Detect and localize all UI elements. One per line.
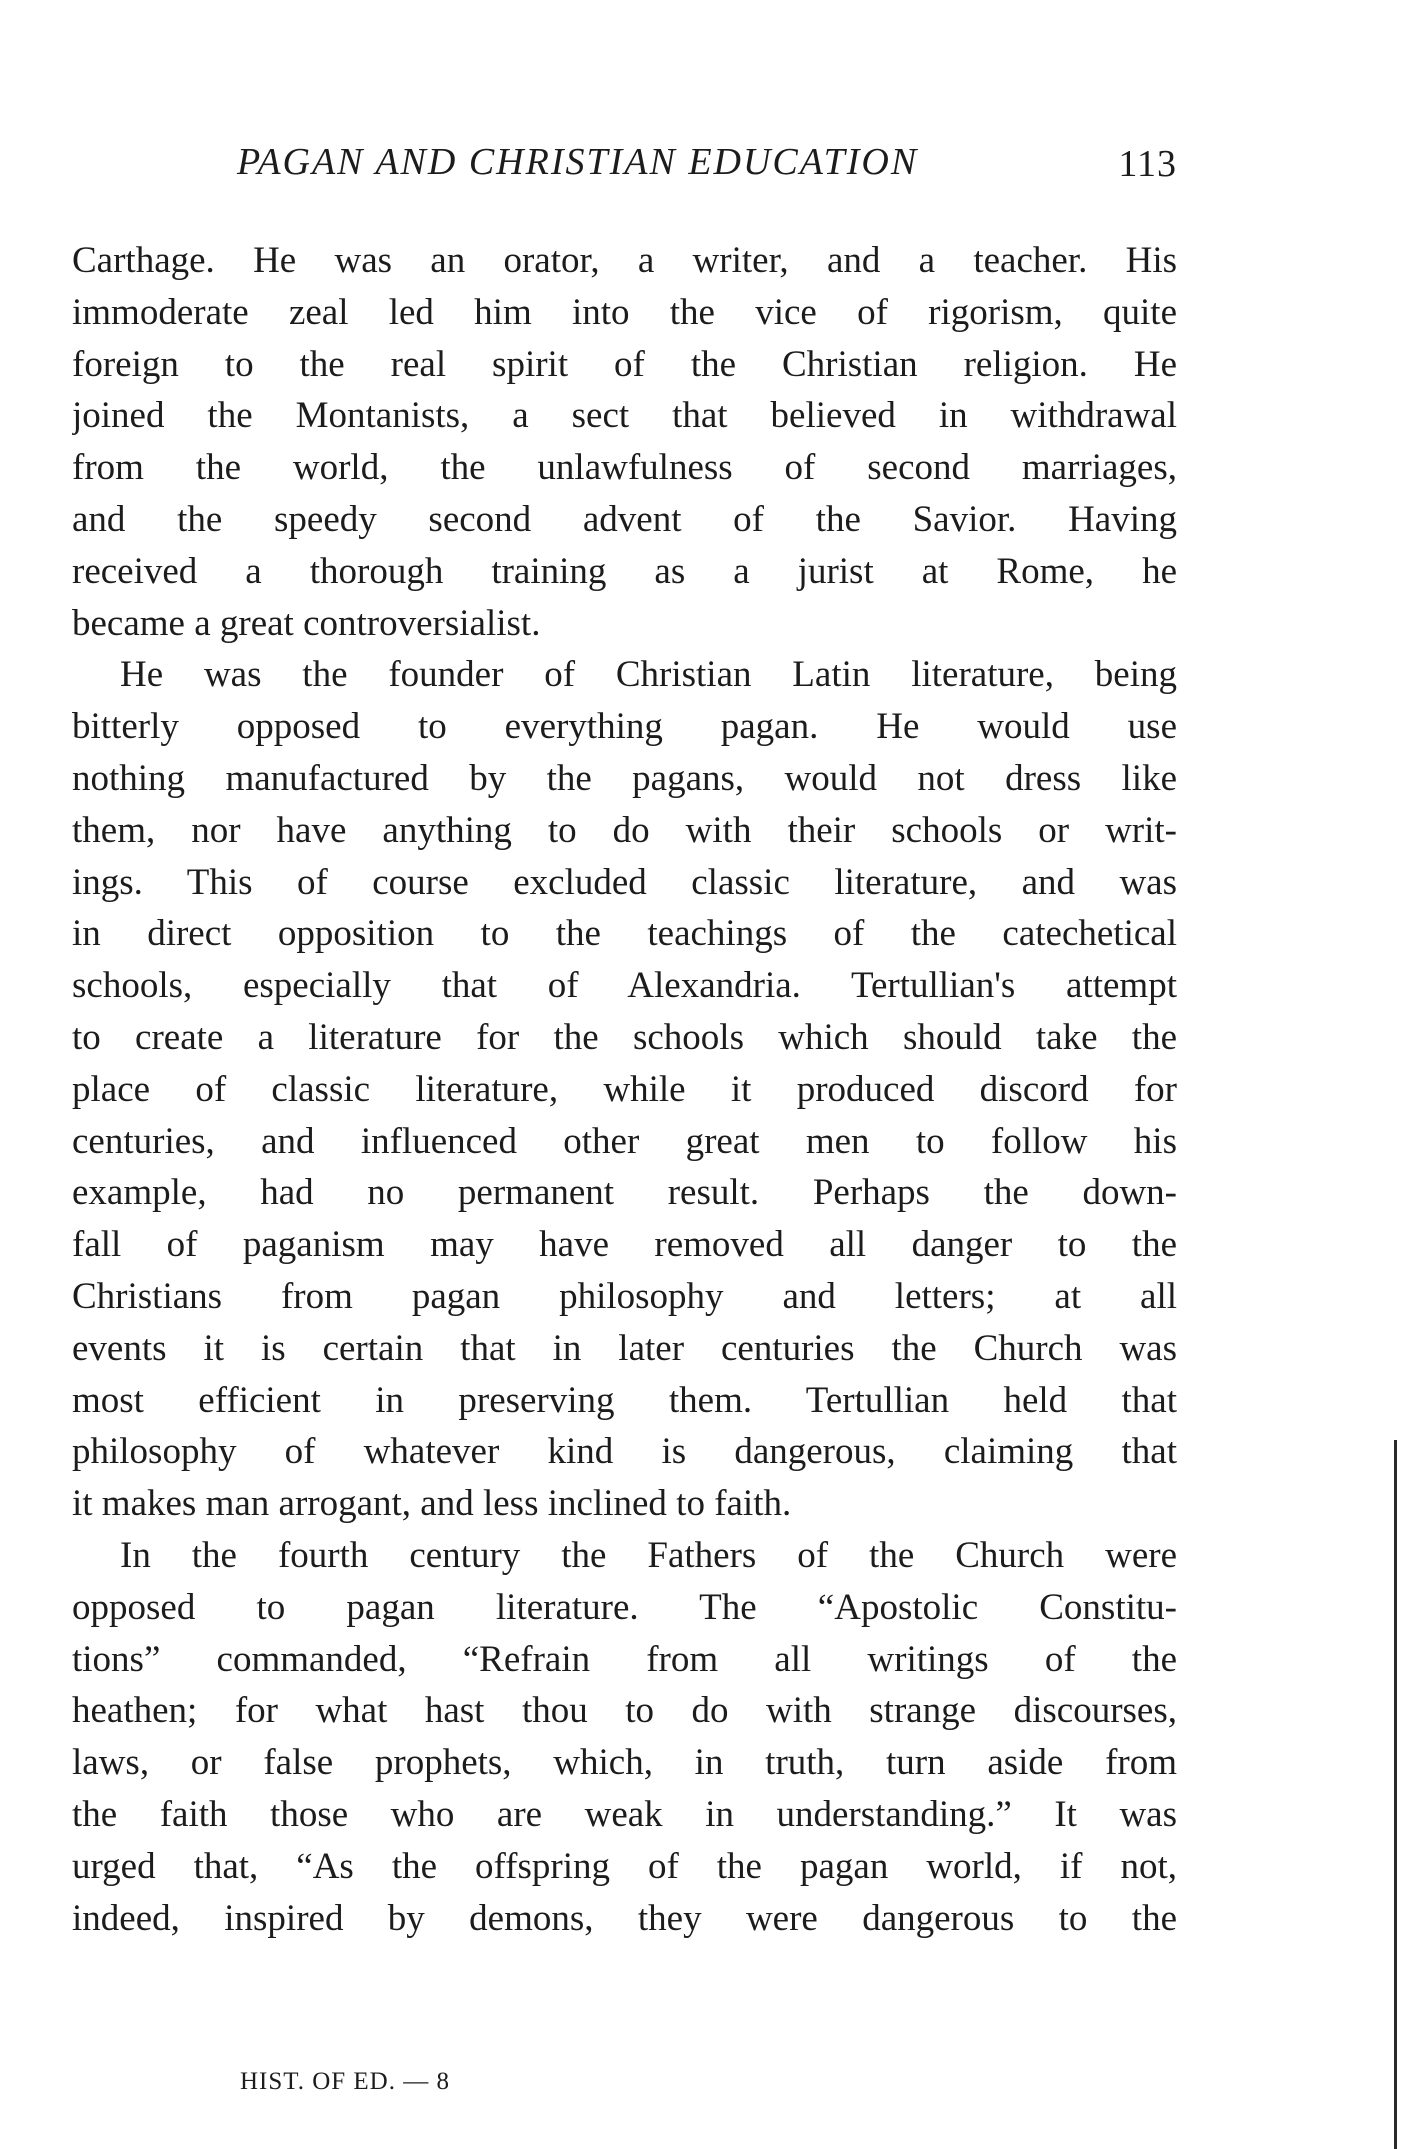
text-line: ings. This of course excluded classic literature, and was	[72, 861, 1177, 903]
text-line: urged that, “As the offspring of the pagan world, if not,	[72, 1845, 1177, 1887]
paragraph-2	[72, 649, 1177, 1530]
text-line: nothing manufactured by the pagans, would not dress like	[72, 757, 1177, 799]
text-line: received a thorough training as a jurist at Rome, he	[72, 550, 1177, 592]
text-line: centuries, and influenced other great men to follow his	[72, 1120, 1177, 1162]
paragraph-3	[72, 1530, 1177, 1944]
text-line: to create a literature for the schools which should take the	[72, 1016, 1177, 1058]
text-line: became a great controversialist.	[72, 602, 541, 644]
text-line: Christians from pagan philosophy and letters; at all	[72, 1275, 1177, 1317]
text-line: in direct opposition to the teachings of the catechetical	[72, 913, 1177, 955]
text-line: the faith those who are weak in understanding.” It was	[72, 1793, 1177, 1835]
text-line: most efficient in preserving them. Tertullian held that	[72, 1379, 1177, 1421]
signature-mark: HIST. OF ED. — 8	[240, 2068, 450, 2095]
text-line: example, had no permanent result. Perhaps the down-	[72, 1172, 1177, 1214]
text-line: heathen; for what hast thou to do with strange discourses,	[72, 1690, 1177, 1732]
text-line: and the speedy second advent of the Savior. Having	[72, 498, 1177, 540]
text-line: In the fourth century the Fathers of the Church were	[120, 1534, 1177, 1576]
page-edge-shadow	[1394, 1440, 1397, 2149]
body-text	[72, 235, 1177, 1944]
text-line: immoderate zeal led him into the vice of rigorism, quite	[72, 291, 1177, 333]
page-number: 113	[1118, 143, 1177, 185]
text-line: Carthage. He was an orator, a writer, and a teacher. His	[72, 240, 1177, 281]
text-line: schools, especially that of Alexandria. Tertullian's attempt	[72, 965, 1177, 1007]
running-head	[72, 140, 1177, 200]
text-line: indeed, inspired by demons, they were dangerous to the	[72, 1897, 1177, 1939]
running-title: PAGAN AND CHRISTIAN EDUCATION	[237, 141, 919, 183]
text-line: laws, or false prophets, which, in truth, turn aside from	[72, 1742, 1177, 1784]
text-line: philosophy of whatever kind is dangerous, claiming that	[72, 1431, 1177, 1473]
text-line: tions” commanded, “Refrain from all writings of the	[72, 1638, 1177, 1680]
text-line: them, nor have anything to do with their schools or writ-	[72, 809, 1177, 851]
text-line: from the world, the unlawfulness of second marriages,	[72, 447, 1177, 489]
paragraph-1	[72, 235, 1177, 649]
text-line: fall of paganism may have removed all danger to the	[72, 1224, 1177, 1266]
text-line: events it is certain that in later centuries the Church was	[72, 1327, 1177, 1369]
text-line: place of classic literature, while it produced discord for	[72, 1068, 1177, 1110]
text-line: He was the founder of Christian Latin literature, being	[120, 654, 1177, 696]
text-line: opposed to pagan literature. The “Apostolic Constitu-	[72, 1586, 1177, 1628]
text-line: it makes man arrogant, and less inclined to faith.	[72, 1483, 792, 1525]
text-line: joined the Montanists, a sect that believed in withdrawal	[72, 395, 1177, 437]
text-line: bitterly opposed to everything pagan. He would use	[72, 706, 1177, 748]
text-line: foreign to the real spirit of the Christian religion. He	[72, 343, 1177, 385]
